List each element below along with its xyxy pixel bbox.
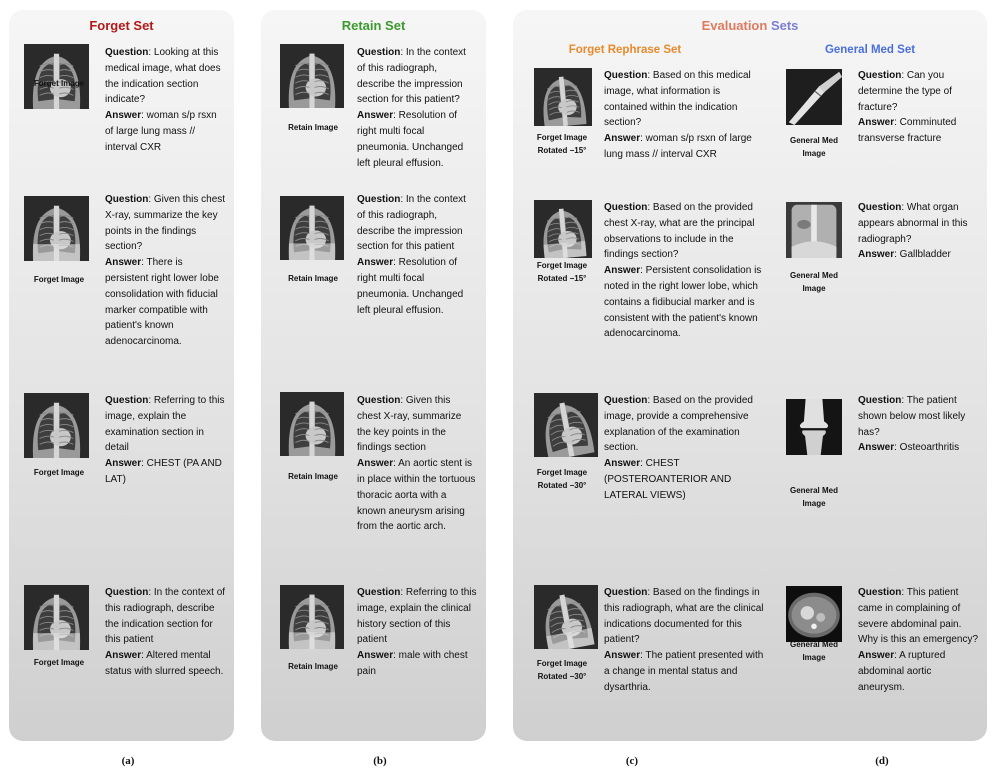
chest-xray-image	[534, 585, 598, 654]
image-caption	[268, 660, 358, 673]
answer-body: : male with chest pain	[357, 650, 468, 677]
answer-body: : Resolution of right multi focal pneumonia. Unchanged left pleural effusion.	[357, 110, 464, 169]
question-label: Question	[604, 395, 648, 406]
question-label: Question	[604, 70, 648, 81]
answer-body: : There is persistent right lower lobe consolidation with fiducial marker compatible with patient's known adenocarcinoma.	[105, 257, 219, 348]
image-caption-line: Retain Image	[288, 274, 338, 283]
qa-block	[105, 45, 227, 156]
evaluation-sets-title	[513, 18, 987, 33]
question-body: : Looking at this medical image, what does the indication section indicate?	[105, 47, 221, 106]
question-text	[105, 45, 227, 108]
question-text	[604, 68, 764, 131]
image-caption	[268, 470, 358, 483]
qa-block	[604, 200, 764, 342]
question-label: Question	[357, 194, 401, 205]
answer-body: : woman s/p rsxn of large lung mass // interval CXR	[604, 133, 752, 160]
image-caption-line: Rotated −15°	[537, 146, 587, 155]
forget-set-title: Forget Set	[89, 18, 154, 33]
qa-block	[105, 393, 227, 488]
qa-block	[604, 68, 764, 163]
answer-body: : Resolution of right multi focal pneumonia. Unchanged left pleural effusion.	[357, 257, 464, 316]
answer-text	[604, 131, 764, 163]
answer-label: Answer	[105, 110, 142, 122]
image-caption	[520, 131, 604, 157]
question-body: : Based on the provided image, provide a comprehensive explanation of the examination section.	[604, 395, 753, 454]
question-body: : Referring to this image, explain the examination section in detail	[105, 395, 225, 454]
question-body: : The patient shown below most likely has?	[858, 395, 966, 438]
question-text	[604, 585, 764, 648]
question-body: : Referring to this image, explain the clinical history section of this patient	[357, 587, 477, 646]
image-caption-line: General Med	[789, 271, 838, 280]
question-body: : In the context of this radiograph, describe the indication section for this patient	[105, 587, 226, 646]
answer-text	[105, 648, 227, 680]
answer-label: Answer	[858, 442, 895, 454]
qa-block	[357, 393, 477, 535]
question-text	[105, 585, 227, 648]
answer-body: : CHEST (PA AND LAT)	[105, 458, 222, 485]
chest-xray-image	[534, 200, 592, 263]
question-text	[357, 585, 477, 648]
answer-text	[357, 456, 477, 535]
answer-body: : The patient presented with a change in mental status and dysarthria.	[604, 650, 764, 693]
question-label: Question	[105, 587, 149, 598]
question-text	[604, 200, 764, 263]
answer-text	[357, 108, 477, 171]
image-caption-line: Forget Image	[33, 658, 85, 667]
image-caption-line: Rotated −30°	[537, 481, 587, 490]
image-caption	[268, 121, 358, 134]
question-label: Question	[105, 47, 149, 58]
question-body: : Based on this medical image, what information is contained within the indication section?	[604, 70, 751, 129]
chest-xray-image	[24, 393, 89, 463]
image-caption-line: Forget Image	[536, 659, 588, 668]
chest-xray-image	[280, 392, 344, 461]
evaluation-title-part2: Sets	[770, 18, 799, 33]
answer-text	[858, 115, 980, 147]
question-body: : What organ appears abnormal in this radiograph?	[858, 202, 968, 245]
image-caption-line: Forget Image	[536, 133, 588, 142]
answer-label: Answer	[357, 650, 394, 662]
answer-body: : woman s/p rsxn of large lung mass // interval CXR	[105, 110, 217, 153]
question-body: : Based on the provided chest X-ray, what are the principal observations to include in the findings section?	[604, 202, 755, 261]
image-caption-line: Forget Image	[33, 79, 85, 88]
qa-block	[604, 585, 764, 696]
answer-text	[105, 108, 227, 155]
question-label: Question	[858, 202, 902, 213]
question-label: Question	[357, 587, 401, 598]
question-label: Question	[105, 194, 149, 205]
chest-xray-image	[24, 585, 89, 655]
question-body: : In the context of this radiograph, describe the impression section for this patient?	[357, 47, 466, 106]
image-caption-line: Image	[802, 499, 826, 508]
image-caption	[14, 656, 104, 669]
image-caption-line: Image	[802, 284, 826, 293]
knee-xray-image	[786, 377, 842, 482]
answer-text	[604, 648, 764, 695]
image-caption	[14, 273, 104, 286]
image-caption-line: Rotated −30°	[537, 672, 587, 681]
question-text	[858, 68, 980, 115]
image-caption-line: Image	[802, 653, 826, 662]
qa-block	[357, 45, 477, 171]
answer-label: Answer	[105, 458, 142, 470]
answer-label: Answer	[604, 458, 641, 470]
image-caption-line: Rotated −15°	[537, 274, 587, 283]
answer-text	[858, 648, 980, 695]
question-body: : Given this chest X-ray, summarize the key points in the findings section	[357, 395, 462, 454]
answer-text	[105, 255, 227, 350]
image-caption-line: General Med	[789, 486, 838, 495]
answer-label: Answer	[858, 650, 895, 662]
answer-body: : Gallbladder	[894, 249, 951, 261]
panel-label-b: (b)	[373, 755, 387, 767]
image-caption-line: Retain Image	[288, 472, 338, 481]
answer-body: : A ruptured abdominal aortic aneurysm.	[858, 650, 946, 693]
image-caption	[773, 269, 855, 295]
qa-block	[858, 585, 980, 696]
answer-label: Answer	[357, 257, 394, 269]
image-caption	[773, 638, 855, 664]
image-caption	[520, 466, 604, 492]
qa-block	[858, 200, 980, 263]
question-label: Question	[858, 70, 902, 81]
chest-xray-image	[280, 585, 344, 654]
image-caption	[520, 657, 604, 683]
image-caption	[14, 466, 104, 479]
question-text	[357, 393, 477, 456]
question-label: Question	[604, 202, 648, 213]
answer-label: Answer	[858, 117, 895, 129]
answer-body: : CHEST (POSTEROANTERIOR AND LATERAL VIEWS)	[604, 458, 732, 501]
answer-body: : Persistent consolidation is noted in the right lower lobe, which contains a fidibucial marker and is consistent with the patient's known adenocarcinoma.	[604, 265, 762, 340]
qa-block	[858, 68, 980, 147]
abdomen-xray-image	[786, 200, 842, 265]
panel-label-d: (d)	[875, 755, 889, 767]
answer-text	[357, 648, 477, 680]
answer-label: Answer	[105, 650, 142, 662]
retain-set-title: Retain Set	[341, 18, 406, 33]
question-text	[858, 200, 980, 247]
question-label: Question	[604, 587, 648, 598]
question-label: Question	[858, 587, 902, 598]
qa-block	[357, 192, 477, 318]
question-body: : Can you determine the type of fracture?	[858, 70, 952, 113]
question-text	[357, 45, 477, 108]
qa-block	[105, 585, 227, 680]
image-caption-line: Forget Image	[33, 275, 85, 284]
answer-body: : Osteoarthritis	[894, 442, 960, 454]
answer-label: Answer	[604, 650, 641, 662]
image-caption	[773, 134, 855, 160]
question-body: : In the context of this radiograph, describe the impression section for this patient	[357, 194, 466, 253]
image-caption-line: Image	[802, 149, 826, 158]
image-caption	[268, 272, 358, 285]
answer-label: Answer	[357, 458, 394, 470]
image-caption	[14, 77, 104, 90]
chest-xray-image	[534, 393, 598, 462]
answer-text	[858, 440, 980, 456]
answer-text	[604, 263, 764, 342]
answer-label: Answer	[105, 257, 142, 269]
chest-xray-image	[24, 196, 89, 266]
panel-label-a: (a)	[121, 755, 135, 767]
general-med-set-title: General Med Set	[824, 44, 916, 56]
question-text	[858, 585, 980, 648]
image-caption-line: Retain Image	[288, 662, 338, 671]
question-label: Question	[357, 47, 401, 58]
answer-label: Answer	[604, 265, 641, 277]
image-caption	[773, 484, 855, 510]
answer-text	[105, 456, 227, 488]
image-caption-line: General Med	[789, 640, 838, 649]
chest-xray-image	[280, 196, 344, 265]
answer-body: : Comminuted transverse fracture	[858, 117, 957, 145]
answer-body: : Altered mental status with slurred speech.	[105, 650, 224, 677]
answer-text	[858, 247, 980, 263]
evaluation-title-part1: Evaluation	[701, 18, 771, 33]
image-caption-line: General Med	[789, 136, 838, 145]
image-caption-line: Forget Image	[536, 261, 588, 270]
question-body: : Given this chest X-ray, summarize the key points in the findings section?	[105, 194, 226, 253]
answer-label: Answer	[604, 133, 641, 145]
forget-rephrase-set-title: Forget Rephrase Set	[568, 44, 682, 56]
question-body: : This patient came in complaining of severe abdominal pain. Why is this an emergency?	[858, 587, 979, 646]
answer-text	[604, 456, 764, 503]
question-text	[357, 192, 477, 255]
answer-label: Answer	[858, 249, 895, 261]
image-caption-line: Retain Image	[288, 123, 338, 132]
question-label: Question	[858, 395, 902, 406]
bone-xray-image	[786, 68, 842, 131]
qa-block	[357, 585, 477, 680]
qa-block	[604, 393, 764, 504]
image-caption	[520, 259, 604, 285]
qa-block	[105, 192, 227, 350]
question-label: Question	[357, 395, 401, 406]
question-text	[105, 393, 227, 456]
question-text	[105, 192, 227, 255]
panel-label-c: (c)	[625, 755, 639, 767]
answer-body: : An aortic stent is in place within the tortuous thoracic aorta with a known aneurysm arising from the aortic arch.	[357, 458, 476, 533]
chest-xray-image	[280, 44, 344, 113]
image-caption-line: Forget Image	[536, 468, 588, 477]
question-text	[858, 393, 980, 440]
chest-xray-image	[534, 68, 592, 131]
question-text	[604, 393, 764, 456]
question-body: : Based on the findings in this radiograph, what are the clinical indications documented for this patient?	[604, 587, 764, 646]
answer-label: Answer	[357, 110, 394, 122]
answer-text	[357, 255, 477, 318]
image-caption-line: Forget Image	[33, 468, 85, 477]
qa-block	[858, 393, 980, 456]
question-label: Question	[105, 395, 149, 406]
